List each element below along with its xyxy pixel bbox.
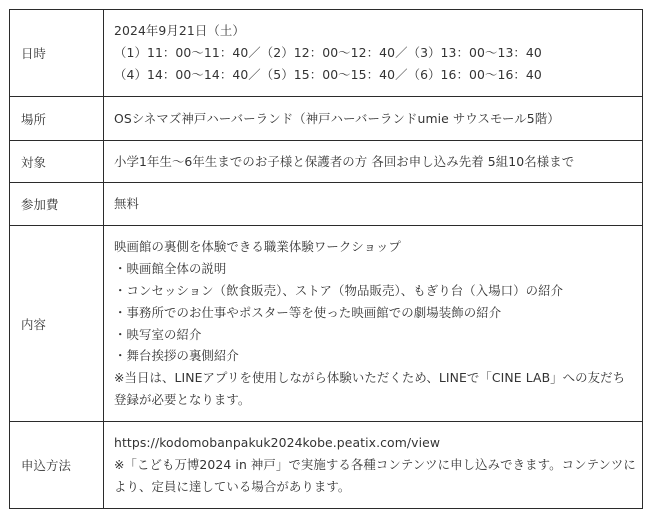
apply-url[interactable]: https://kodomobanpakuk2024kobe.peatix.com/view bbox=[114, 435, 441, 451]
label-datetime: 日時 bbox=[10, 10, 104, 97]
content-item: ・映画館全体の説明 bbox=[114, 261, 227, 277]
session-times-1: （1）11：00〜11：40／（2）12：00〜12：40／（3）13：00〜13：40 bbox=[114, 45, 542, 61]
label-apply: 申込方法 bbox=[10, 422, 104, 509]
target-text: 小学1年生〜6年生までのお子様と保護者の方 各回お申し込み先着 5組10名様まで bbox=[114, 153, 575, 169]
label-target: 対象 bbox=[10, 141, 104, 183]
fee-text: 無料 bbox=[114, 196, 139, 212]
label-fee: 参加費 bbox=[10, 183, 104, 226]
place-text: OSシネマズ神戸ハーバーランド（神戸ハーバーランドumie サウスモール5階） bbox=[114, 110, 560, 126]
label-content: 内容 bbox=[10, 226, 104, 422]
value-content bbox=[104, 226, 643, 422]
apply-note: ※「こども万博2024 in 神戸」で実施する各種コンテンツに申し込みできます。コンテンツにより、定員に達している場合があります。 bbox=[114, 457, 636, 494]
row-datetime bbox=[10, 10, 643, 97]
label-place: 場所 bbox=[10, 97, 104, 141]
value-datetime bbox=[104, 10, 643, 97]
content-item: ・事務所でのお仕事やポスター等を使った映画館での劇場装飾の紹介 bbox=[114, 304, 502, 320]
value-apply bbox=[104, 422, 643, 509]
content-item: ・映写室の紹介 bbox=[114, 326, 202, 342]
row-content bbox=[10, 226, 643, 422]
row-target bbox=[10, 141, 643, 183]
value-fee bbox=[104, 183, 643, 226]
value-target bbox=[104, 141, 643, 183]
event-info-table bbox=[9, 9, 643, 509]
row-fee bbox=[10, 183, 643, 226]
value-place bbox=[104, 97, 643, 141]
content-item: ・舞台挨拶の裏側紹介 bbox=[114, 348, 239, 364]
content-note: ※当日は、LINEアプリを使用しながら体験いただくため、LINEで「CINE LAB」への友だち登録が必要となります。 bbox=[114, 370, 626, 407]
date-text: 2024年9月21日（土） bbox=[114, 23, 245, 39]
content-item: ・コンセッション（飲食販売）、ストア（物品販売）、もぎり台（入場口）の紹介 bbox=[114, 282, 564, 298]
content-heading: 映画館の裏側を体験できる職業体験ワークショップ bbox=[114, 239, 402, 255]
row-place bbox=[10, 97, 643, 141]
row-apply bbox=[10, 422, 643, 509]
session-times-2: （4）14：00〜14：40／（5）15：00〜15：40／（6）16：00〜16：40 bbox=[114, 66, 542, 82]
